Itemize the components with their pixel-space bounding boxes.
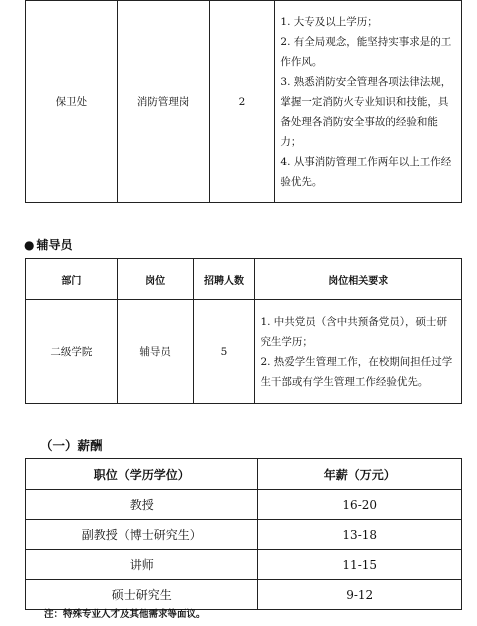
requirements-cell — [275, 1, 462, 203]
header-count: 招聘人数 — [193, 259, 255, 300]
count-cell: 2 — [209, 1, 275, 203]
baowei-table — [25, 0, 462, 203]
requirement-item: 2. 热爱学生管理工作，在校期间担任过学生干部或有学生管理工作经验优先。 — [260, 355, 453, 388]
table-header-row — [26, 459, 462, 490]
salary-note: 注：特殊专业人才及其他需求等面议。 — [44, 609, 206, 620]
pay-cell: 11-15 — [258, 550, 462, 580]
pay-cell: 16-20 — [258, 490, 462, 520]
table-row — [26, 520, 462, 550]
fudao-table — [25, 258, 462, 404]
header-pay: 年薪（万元） — [258, 459, 462, 490]
table-row — [26, 550, 462, 580]
header-requirements: 岗位相关要求 — [255, 259, 462, 300]
header-dept: 部门 — [26, 259, 118, 300]
pay-cell: 13-18 — [258, 520, 462, 550]
header-title: 职位（学历学位） — [26, 459, 258, 490]
requirement-item: 1. 中共党员（含中共预备党员），硕士研究生学历； — [260, 315, 448, 348]
section-heading-fudao — [24, 236, 73, 253]
count-cell: 5 — [193, 300, 255, 404]
requirement-item: 1. 大专及以上学历； — [280, 15, 378, 28]
title-cell: 教授 — [26, 490, 258, 520]
table-row — [26, 580, 462, 610]
table-row — [26, 490, 462, 520]
salary-table — [25, 458, 462, 610]
requirement-item: 2. 有全局观念，能坚持实事求是的工作作风。 — [280, 35, 452, 68]
title-cell: 硕士研究生 — [26, 580, 258, 610]
table-row — [26, 300, 462, 404]
requirement-item: 4. 从事消防管理工作两年以上工作经验优先。 — [280, 155, 452, 188]
heading-text: 辅导员 — [36, 238, 73, 252]
position-cell: 辅导员 — [117, 300, 193, 404]
title-cell: 副教授（博士研究生） — [26, 520, 258, 550]
dept-cell: 保卫处 — [26, 1, 118, 203]
table-header-row — [26, 259, 462, 300]
title-cell: 讲师 — [26, 550, 258, 580]
bullet-icon: ● — [24, 238, 35, 252]
requirements-cell — [255, 300, 462, 404]
section-heading-salary: （一）薪酬 — [40, 438, 103, 453]
dept-cell: 二级学院 — [26, 300, 118, 404]
pay-cell: 9-12 — [258, 580, 462, 610]
header-position: 岗位 — [117, 259, 193, 300]
position-cell: 消防管理岗 — [117, 1, 209, 203]
requirement-item: 3. 熟悉消防安全管理各项法律法规，掌握一定消防火专业知识和技能，具备处理各消防安全事故的经验和能力； — [280, 75, 452, 148]
table-row — [26, 1, 462, 203]
